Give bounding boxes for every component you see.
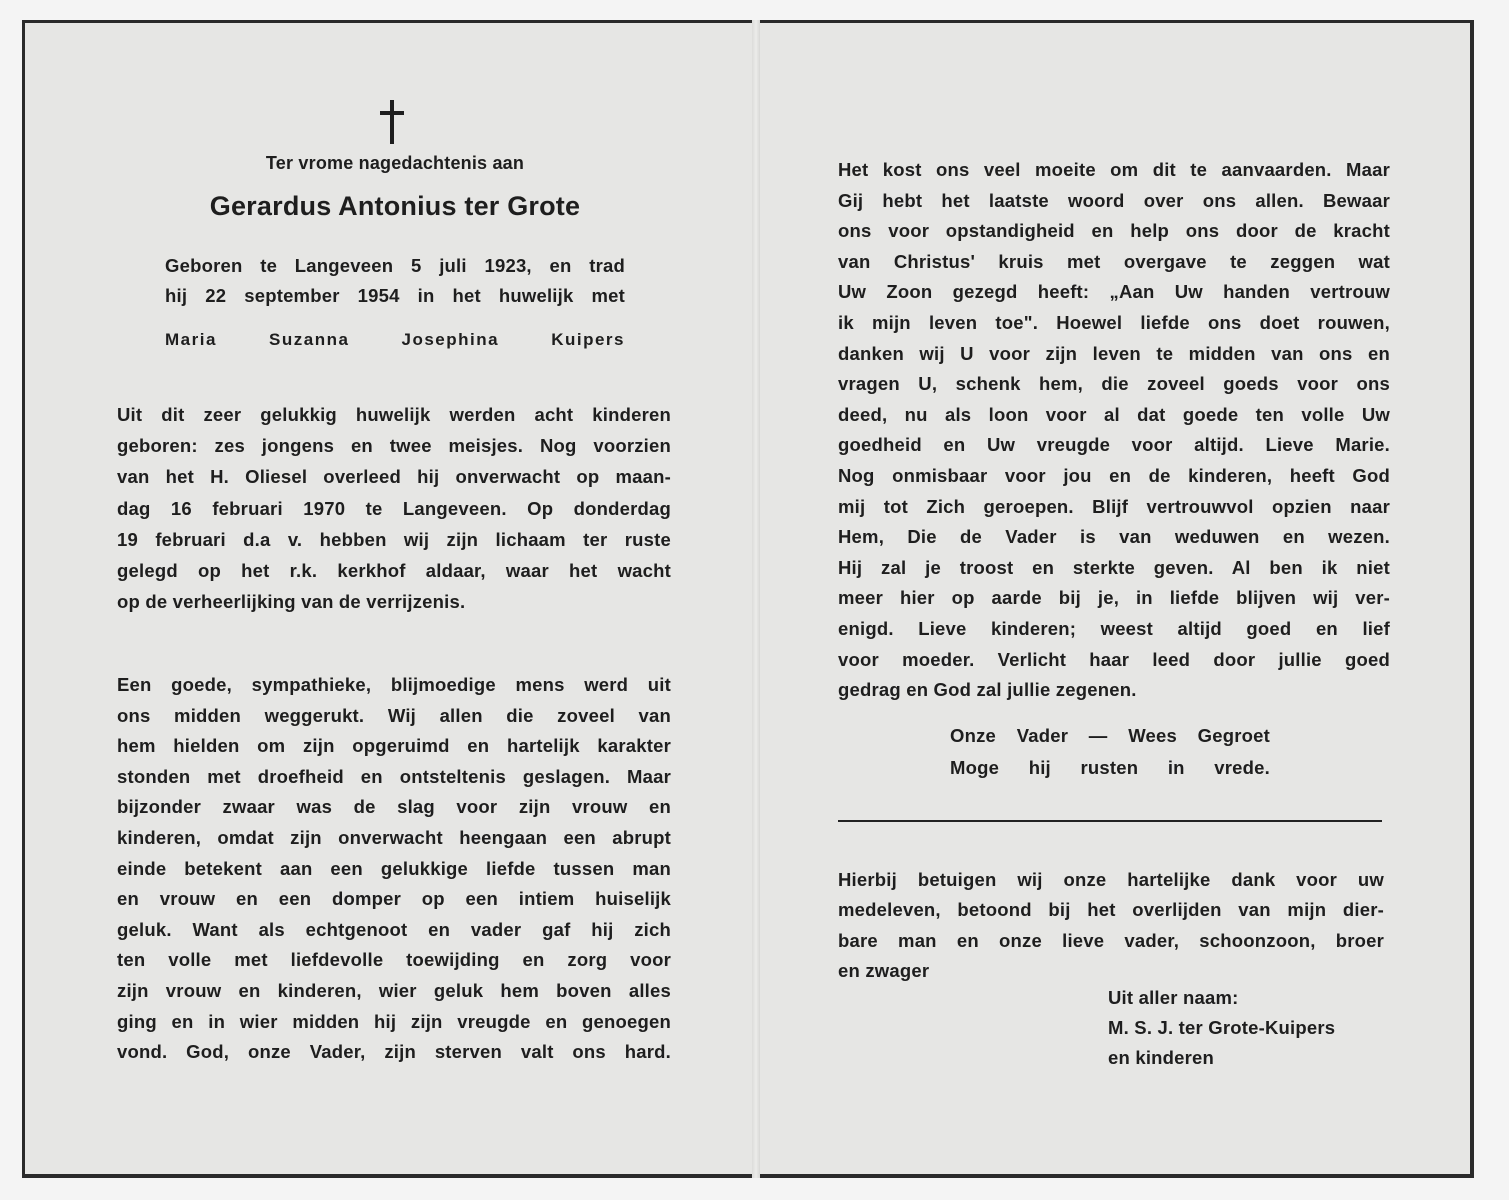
text-line: ging en in wier midden hij zijn vreugde en genoegen xyxy=(117,1010,671,1032)
text-line: bare man en onze lieve vader, schoonzoon, broer xyxy=(838,929,1384,951)
text-line: hij 22 september 1954 in het huwelijk met xyxy=(165,285,625,306)
text-line: zijn vrouw en kinderen, wier geluk hem boven alles xyxy=(117,979,671,1001)
text-line: stonden met droefheid en ontsteltenis geslagen. Maar xyxy=(117,765,671,787)
text-line: Hij zal je troost en sterkte geven. Al ben ik niet xyxy=(838,556,1390,578)
text-line: deed, nu als loon voor al dat goede ten volle Uw xyxy=(838,403,1390,425)
text-line: Het kost ons veel moeite om dit te aanvaarden. Maar xyxy=(838,159,1390,180)
text-line: goedheid en Uw vreugde voor altijd. Lieve Marie. xyxy=(838,434,1390,456)
text-line: danken wij U voor zijn leven te midden van ons en xyxy=(838,342,1390,364)
birth-marriage-text xyxy=(165,251,625,311)
heading-block xyxy=(150,150,640,176)
prayers-block xyxy=(950,720,1270,784)
deceased-name: Gerardus Antonius ter Grote xyxy=(209,191,581,221)
text-line: Hierbij betuigen wij onze hartelijke dank voor uw xyxy=(838,869,1384,890)
text-line: gelegd op het r.k. kerkhof aldaar, waar het wacht xyxy=(117,560,671,582)
thanks-paragraph xyxy=(838,865,1384,987)
text-line: kinderen, omdat zijn onverwacht heengaan een abrupt xyxy=(117,826,671,848)
text-line: gedrag en God zal jullie zegenen. xyxy=(838,679,1137,701)
text-line: van het H. Oliesel overleed hij onverwacht op maan- xyxy=(117,466,671,488)
signature-line: M. S. J. ter Grote-Kuipers xyxy=(1108,1017,1336,1038)
signature-line: en kinderen xyxy=(1108,1047,1215,1068)
text-line: Geboren te Langeveen 5 juli 1923, en trad xyxy=(165,255,625,276)
text-line: 19 februari d.a v. hebben wij zijn lichaam ter ruste xyxy=(117,528,671,550)
text-line: van Christus' kruis met overgave te zeggen wat xyxy=(838,250,1390,272)
memorial-heading: Ter vrome nagedachtenis aan xyxy=(265,153,525,173)
text-line: enigd. Lieve kinderen; weest altijd goed en lief xyxy=(838,617,1390,639)
text-line: op de verheerlijking van de verrijzenis. xyxy=(117,591,466,613)
text-line: Nog onmisbaar voor jou en de kinderen, heeft God xyxy=(838,464,1390,486)
text-line: dag 16 februari 1970 te Langeveen. Op donderdag xyxy=(117,497,671,519)
text-line: Uw Zoon gezegd heeft: „Aan Uw handen vertrouw xyxy=(838,281,1390,303)
text-line: Uit dit zeer gelukkig huwelijk werden acht kinderen xyxy=(117,404,671,425)
text-line: medeleven, betoond bij het overlijden van mijn dier- xyxy=(838,899,1384,921)
text-line: mij tot Zich geroepen. Blijf vertrouwvol opzien naar xyxy=(838,495,1390,517)
text-line: ons voor opstandigheid en help ons door de kracht xyxy=(838,220,1390,242)
text-line: bijzonder zwaar was de slag voor zijn vrouw en xyxy=(117,796,671,818)
right-paragraph xyxy=(838,155,1390,706)
text-line: en zwager xyxy=(838,960,930,982)
spouse-block xyxy=(165,326,625,354)
text-line: vond. God, onze Vader, zijn sterven valt ons hard. xyxy=(117,1041,671,1063)
text-line: ik mijn leven toe". Hoewel liefde ons doet rouwen, xyxy=(838,311,1390,333)
text-line: meer hier op aarde bij je, in liefde blijven wij ver- xyxy=(838,587,1390,609)
text-line: Een goede, sympathieke, blijmoedige mens werd uit xyxy=(117,674,671,695)
text-line: Gij hebt het laatste woord over ons allen. Bewaar xyxy=(838,189,1390,211)
text-line: einde betekent aan een gelukkige liefde tussen man xyxy=(117,857,671,879)
spouse-name: Maria Suzanna Josephina Kuipers xyxy=(165,330,625,349)
text-line: en vrouw en een domper op een intiem huiselijk xyxy=(117,888,671,910)
text-line: vragen U, schenk hem, die zoveel goeds voor ons xyxy=(838,373,1390,395)
signature-line: Uit aller naam: xyxy=(1108,987,1239,1008)
text-line: geluk. Want als echtgenoot en vader gaf hij zich xyxy=(117,918,671,940)
left-paragraph-2 xyxy=(117,670,671,1068)
text-line: geboren: zes jongens en twee meisjes. Nog voorzien xyxy=(117,435,671,457)
card-fold xyxy=(752,20,760,1178)
prayer-line: Moge hij rusten in vrede. xyxy=(950,757,1270,778)
text-line: voor moeder. Verlicht haar leed door jullie goed xyxy=(838,648,1390,670)
cross-icon xyxy=(378,100,406,144)
signature-block xyxy=(1108,983,1388,1073)
text-line: ten volle met liefdevolle toewijding en zorg voor xyxy=(117,949,671,971)
divider xyxy=(838,820,1382,822)
text-line: hem hielden om zijn opgeruimd en hartelijk karakter xyxy=(117,735,671,757)
text-line: ons midden weggerukt. Wij allen die zoveel van xyxy=(117,704,671,726)
deceased-name-block xyxy=(150,188,640,224)
text-line: Hem, Die de Vader is van weduwen en wezen. xyxy=(838,526,1390,548)
left-paragraph-1 xyxy=(117,399,671,617)
prayer-line: Onze Vader — Wees Gegroet xyxy=(950,725,1270,746)
